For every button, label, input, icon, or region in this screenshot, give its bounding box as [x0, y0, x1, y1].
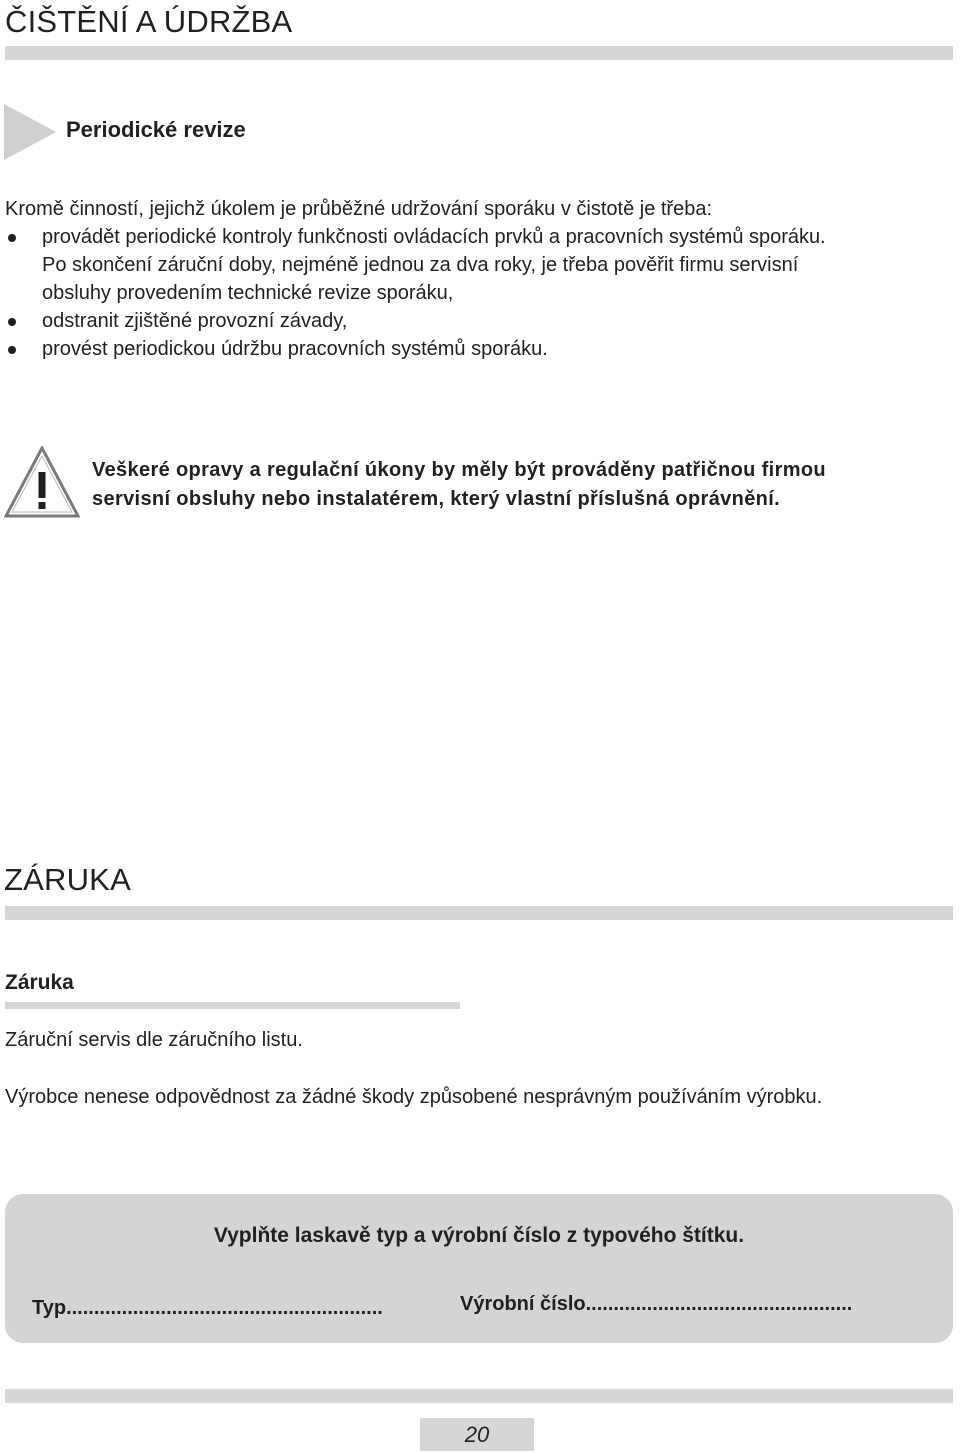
bullet-icon — [8, 318, 16, 326]
liability-text: Výrobce nenese odpovědnost za žádné škody způsobené nesprávným používáním výrobku. — [5, 1086, 823, 1108]
intro-text: Kromě činností, jejichž úkolem je průběžné udržování sporáku v čistotě je třeba: — [5, 198, 713, 220]
warning-text: Veškeré opravy a regulační úkony by měly být prováděny patřičnou firmou servisní obsluhy nebo instalatérem, který vlastní příslušná oprávnění. — [92, 459, 826, 510]
list-item: odstranit zjištěné provozní závady, — [5, 307, 955, 335]
type-field[interactable]: Typ......................................................... — [32, 1297, 383, 1319]
list-item: provádět periodické kontroly funkčnosti ovládacích prvků a pracovních systémů sporáku. Po skončení záruční doby, nejméně jednou za dva roky, je třeba pověřit firmu servisní obsluhy provedením technické revize sporáku, — [5, 223, 955, 307]
product-info-box — [5, 1194, 953, 1343]
warning-icon — [4, 446, 80, 518]
bullet-icon — [8, 234, 16, 242]
section-title: ZÁRUKA — [4, 862, 131, 897]
subsection-title: Záruka — [5, 971, 74, 994]
bullet-icon — [8, 346, 16, 354]
serial-number-field[interactable]: Výrobní číslo................................................ — [460, 1293, 853, 1315]
subsection-underline-bar — [5, 1002, 460, 1009]
page-number: 20 — [420, 1418, 534, 1451]
subsection-title: Periodické revize — [66, 117, 246, 142]
page-title: ČIŠTĚNÍ A ÚDRŽBA — [5, 4, 293, 39]
list-item: provést periodickou údržbu pracovních systémů sporáku. — [5, 335, 955, 363]
title-underline-bar — [5, 46, 953, 60]
maintenance-list — [5, 223, 955, 363]
warranty-text: Záruční servis dle záručního listu. — [5, 1029, 303, 1051]
product-info-instruction: Vyplňte laskavě typ a výrobní číslo z typového štítku. — [213, 1224, 745, 1247]
footer-bar — [5, 1389, 953, 1403]
triangle-arrow-icon — [4, 104, 56, 160]
section-underline-bar — [5, 906, 953, 920]
